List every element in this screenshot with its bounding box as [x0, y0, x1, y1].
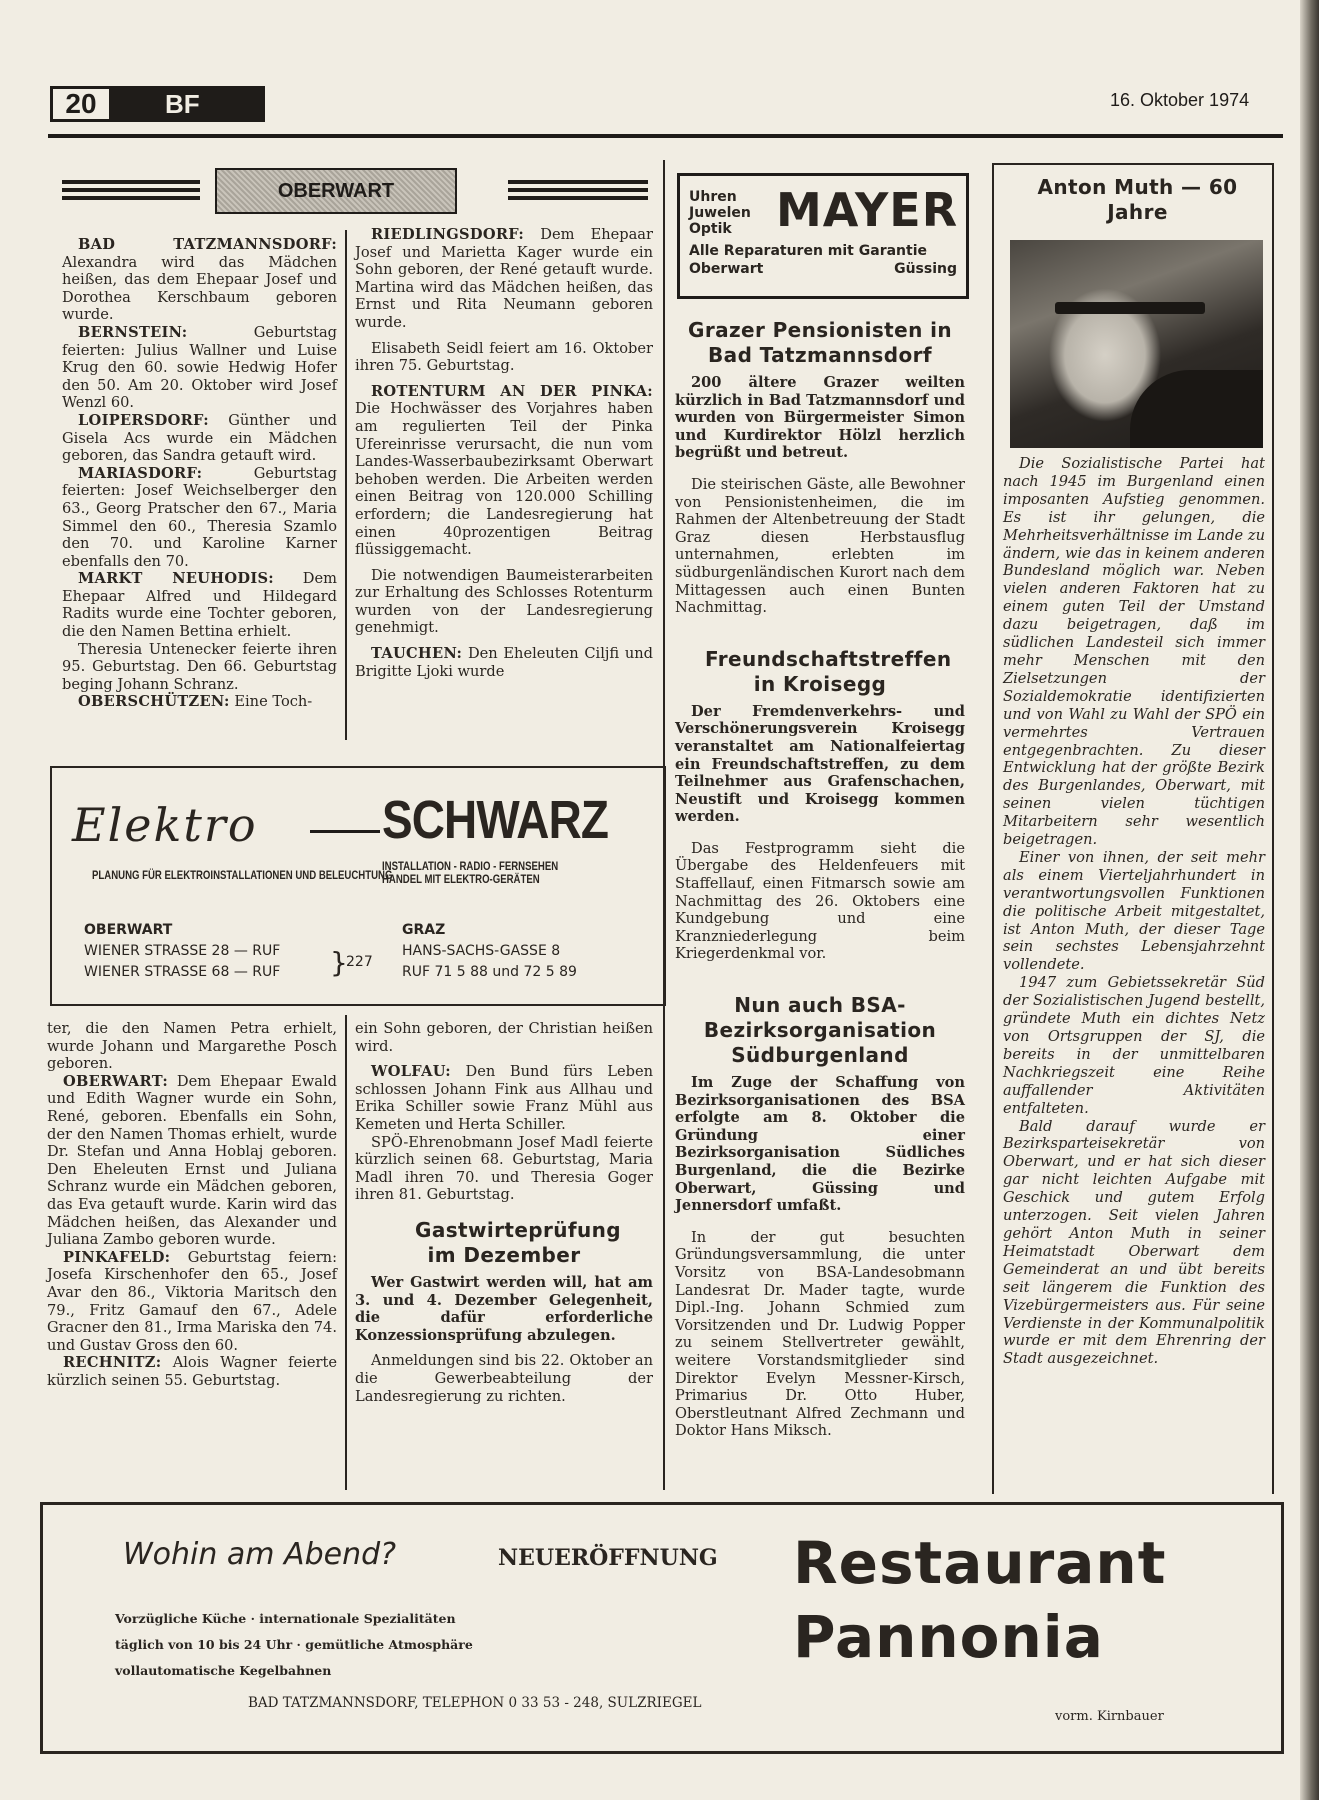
mayer-ad: Uhren Juwelen Optik MAYER Alle Reparaturen mit Garantie Oberwart Güssing	[677, 173, 969, 299]
ad-announcement: NEUERÖFFNUNG	[498, 1545, 718, 1571]
news-item: RIEDLINGSDORF: Dem Ehepaar Josef und Marietta Kager wurde ein Sohn geboren, der René getauft wurde. Martina wird das Mädchen heißen, das Ernst und Rita Neumann geboren wurde.	[355, 226, 653, 331]
ad-feature: Vorzügliche Küche · internationale Spezialitäten	[115, 1611, 456, 1626]
article-paragraph: 1947 zum Gebietssekretär Süd der Sozialistischen Jugend bestellt, gründete Muth ein dichtes Netz von Ortsgruppen der SJ, die bereits in der unmittelbaren Nachkriegszeit eine Reihe auffallender Aktivitäten entfalteten.	[1003, 974, 1265, 1117]
ad-question: Wohin am Abend?	[123, 1537, 397, 1572]
news-item: OBERSCHÜTZEN: Eine Toch-	[78, 693, 313, 711]
news-item: LOIPERSDORF: Günther und Gisela Acs wurde ein Mädchen geboren, das Sandra getauft wird.	[62, 411, 337, 465]
news-item: RECHNITZ: Alois Wagner feierte kürzlich seinen 55. Geburtstag.	[47, 1354, 337, 1389]
ad-restaurant-name: Restaurant	[793, 1529, 1167, 1597]
news-item: Elisabeth Seidl feiert am 16. Oktober ihren 75. Geburtstag.	[355, 339, 653, 375]
ad-dash	[310, 830, 380, 833]
article-lead: 200 ältere Grazer weilten kürzlich in Bad Tatzmannsdorf und wurden von Bürgermeister Simon und Kurdirektor Hölzl herzlich begrüßt und betreut.	[675, 374, 965, 462]
headline-bsa: Nun auch BSA-Bezirksorganisation Südburgenland	[703, 993, 937, 1068]
article-gastwirte	[355, 1218, 653, 1405]
ad-address: BAD TATZMANNSDORF, TELEPHON 0 33 53 - 248, SULZRIEGEL	[248, 1695, 702, 1711]
column-1-top	[62, 236, 337, 711]
decorative-rule-right	[508, 180, 648, 200]
column-3	[675, 318, 965, 1440]
news-item: SPÖ-Ehrenobmann Josef Madl feierte kürzlich seinen 68. Geburtstag, Maria Madl ihren 70. und Theresia Goger ihren 81. Geburtstag.	[355, 1133, 653, 1204]
column-2-top	[355, 226, 653, 680]
news-item: BERNSTEIN: Geburtstag feierten: Julius Wallner und Luise Krug den 60. sowie Hedwig Hofer den 50. Am 20. Oktober wird Josef Wenzl 60.	[62, 323, 337, 412]
article-paragraph: Einer von ihnen, der seit mehr als einem Vierteljahrhundert in verantwortungsvollen Funktionen die politische Arbeit mitgestaltet, ist Anton Muth, der dieser Tage sein sechstes Lebensjahrzehnt vollendete.	[1003, 848, 1265, 974]
ad-phone-oberwart: 227	[346, 954, 373, 970]
ad-script-logo: Elektro	[72, 798, 258, 852]
brace-icon: }	[330, 946, 348, 979]
news-item: MARIASDORF: Geburtstag feierten: Josef Weichselberger den 63., Georg Pratscher den 67., Maria Simmel den 60., Theresia Szamlo den 70. und Karoline Karner ebenfalls den 70.	[62, 464, 337, 570]
news-item: WOLFAU: Den Bund fürs Leben schlossen Johann Fink aus Allhau und Erika Schiller sowie Franz Mühl aus Kemeten und Herta Schiller.	[355, 1063, 653, 1133]
news-item: MARKT NEUHODIS: Dem Ehepaar Alfred und Hildegard Radits wurde eine Tochter geboren, die den Namen Bettina erhielt.	[62, 570, 337, 641]
article-body: Die steirischen Gäste, alle Bewohner von Pensionistenheimen, die im Rahmen der Altenbetreuung der Stadt Graz diesen Herbstausflug unternahmen, erlebten im südburgenländischen Kurort nach dem Mittagessen auch einen Bunten Nachmittag.	[675, 475, 965, 617]
news-item: Die notwendigen Baumeisterarbeiten zur Erhaltung des Schlosses Rotenturm wurden von der Landesregierung genehmigt.	[355, 566, 653, 637]
column-2-bottom	[355, 1020, 653, 1405]
box-top-rule	[992, 163, 1274, 165]
section-heading-oberwart: OBERWART	[215, 168, 457, 214]
mayer-brand: MAYER	[776, 183, 959, 237]
article-paragraph: Bald darauf wurde er Bezirksparteisekretär von Oberwart, und er hat sich dieser gar nicht leichten Aufgabe mit Geschick und gutem Erfolg unterzogen. Seit vielen Jahren gehört Anton Muth in seiner Heimatstadt Oberwart dem Gemeinderat an und übt bereits seit längerem die Funktion des Vizebürgermeisters aus. Für seine Verdienste in der Kommunalpolitik wurde er mit dem Ehrenring der Stadt ausgezeichnet.	[1003, 1117, 1265, 1368]
issue-date: 16. Oktober 1974	[1110, 90, 1250, 110]
article-grazer	[675, 318, 965, 617]
ad-former-owner: vorm. Kirnbauer	[1055, 1709, 1164, 1724]
article-lead: Der Fremdenverkehrs- und Verschönerungsverein Kroisegg veranstaltet am Nationalfeiertag ein Freundschaftstreffen, zu dem Teilnehmer aus Grafenschachen, Neustift und Kroisegg kommen werden.	[675, 702, 965, 826]
ad-services: INSTALLATION - RADIO - FERNSEHEN HANDEL MIT ELEKTRO-GERÄTEN	[382, 859, 559, 886]
headline-kroisegg: Freundschaftstreffen in Kroisegg	[705, 646, 952, 696]
column-divider	[345, 1015, 347, 1490]
photo-glasses	[1055, 302, 1205, 314]
news-item: ter, die den Namen Petra erhielt, wurde Johann und Margarethe Posch geboren.	[47, 1020, 337, 1073]
page-number: 20	[53, 89, 109, 119]
news-item: ein Sohn geboren, der Christian heißen wird.	[355, 1020, 653, 1055]
photo-coat	[1130, 370, 1263, 448]
restaurant-pannonia-ad	[40, 1502, 1284, 1754]
news-item: OBERWART: Dem Ehepaar Ewald und Edith Wagner wurde ein Sohn, René, geboren. Ebenfalls ein Sohn, der den Namen Thomas erhielt, wurde Dr. Stefan und Anna Hoblaj geboren. Den Eheleuten Ernst und Juliana Schranz wurde ein Mädchen geboren, das Eva getauft wurde. Karin wird das Mädchen heißen, das Alexander und Juliana Zambo geboren wurde.	[47, 1072, 337, 1249]
news-item: ROTENTURM AN DER PINKA: Die Hochwässer des Vorjahres haben am regulierten Teil der Pinka Ufereinrisse verursacht, die nun vom Landes-Wasserbaubezirksamt Oberwart behoben werden. Die Arbeiten werden einen Beitrag von 120.000 Schilling erfordern; die Landesregierung hat einen 40prozentigen Beitrag flüssiggemacht.	[355, 382, 653, 559]
news-item: TAUCHEN: Den Eheleuten Ciljfi und Brigitte Ljoki wurde	[355, 645, 653, 680]
ad-brand-name: SCHWARZ	[382, 790, 609, 850]
decorative-rule-left	[62, 180, 200, 200]
ad-planung: PLANUNG FÜR ELEKTROINSTALLATIONEN UND BELEUCHTUNG	[92, 868, 393, 882]
column-divider	[345, 230, 347, 740]
article-body: Das Festprogramm sieht die Übergabe des Heldenfeuers mit Staffellauf, einen Fitmarsch sowie am Nachmittag des 26. Oktobers eine Kundgebung und eine Kranzniederlegung beim Kriegerdenkmal vor.	[675, 839, 965, 963]
news-item: PINKAFELD: Geburtstag feiern: Josefa Kirschenhofer den 65., Josef Avar den 86., Viktoria Maritsch den 79., Fritz Gamauf den 67., Adele Gracner den 81., Irma Mariska den 74. und Gustav Gross den 60.	[47, 1248, 337, 1354]
article-body: In der gut besuchten Gründungsversammlung, die unter Vorsitz von BSA-Landesobmann Landesrat Dr. Mader tagte, wurde Dipl.-Ing. Johann Schmied zum Vorsitzenden und Dr. Ludwig Popper zu seinem Stellvertreter gewählt, weitere Vorstandsmitglieder sind Direktor Evelyn Messner-Kirsch, Primarius Dr. Otto Huber, Oberstleutnant Alfred Zechmann und Doktor Hans Miksch.	[675, 1228, 965, 1440]
article-lead: Im Zuge der Schaffung von Bezirksorganisationen des BSA erfolgte am 8. Oktober die Gründung einer Bezirksorganisation Südliches Burgenland, die die Bezirke Oberwart, Güssing und Jennersdorf umfaßt.	[675, 1074, 965, 1215]
muth-article	[1003, 455, 1265, 1368]
elektro-schwarz-ad	[50, 766, 666, 1006]
headline-gastwirte: Gastwirteprüfung im Dezember	[415, 1217, 622, 1267]
article-bsa	[675, 993, 965, 1440]
page-edge	[1300, 0, 1319, 1800]
portrait-photo	[1010, 240, 1263, 448]
headline-muth: Anton Muth — 60 Jahre	[1037, 175, 1238, 224]
ad-feature: vollautomatische Kegelbahnen	[115, 1663, 332, 1678]
header-rule	[48, 134, 1283, 138]
ad-restaurant-name-2: Pannonia	[793, 1603, 1104, 1671]
news-item: Theresia Untenecker feierte ihren 95. Geburtstag. Den 66. Geburtstag beging Johann Schranz.	[62, 640, 337, 693]
article-paragraph: Die Sozialistische Partei hat nach 1945 im Burgenland einen imposanten Aufstieg genommen. Es ist ihr gelungen, die Mehrheitsverhältnisse im Lande zu ändern, wie das in keinem anderen Bundesland möglich war. Neben vielen anderen Faktoren hat zu einem guten Teil der Umstand dazu beigetragen, daß im südlichen Landesteil sich immer mehr Menschen mit den Zielsetzungen der Sozialdemokratie identifizierten und von Wahl zu Wahl der SPÖ ein vermehrtes Vertrauen entgegenbrachten. Zu dieser Entwicklung hat der größte Bezirk des Burgenlandes, Oberwart, mit seinen vielen tüchtigen Mitarbeitern sehr wesentlich beigetragen.	[1003, 455, 1265, 849]
ad-feature: täglich von 10 bis 24 Uhr · gemütliche Atmosphäre	[115, 1637, 473, 1652]
headline-grazer: Grazer Pensionisten in Bad Tatzmannsdorf	[688, 318, 952, 367]
article-body: Anmeldungen sind bis 22. Oktober an die Gewerbeabteilung der Landesregierung zu richten.	[355, 1352, 653, 1405]
news-item: BAD TATZMANNSDORF: Alexandra wird das Mädchen heißen, das dem Ehepaar Josef und Dorothea Kerschbaum geboren wurde.	[62, 236, 337, 324]
ad-address-graz: GRAZ HANS-SACHS-GASSE 8 RUF 71 5 88 und 72 5 89	[402, 922, 577, 980]
column-1-bottom	[47, 1020, 337, 1389]
article-lead: Wer Gastwirt werden will, hat am 3. und 4. Dezember Gelegenheit, die dafür erforderliche Konzessionsprüfung abzulegen.	[355, 1273, 653, 1344]
article-kroisegg	[675, 647, 965, 963]
ad-address-oberwart: OBERWART WIENER STRASSE 28 — RUF WIENER STRASSE 68 — RUF	[84, 922, 281, 980]
section-label: BF	[165, 89, 200, 119]
column-divider	[663, 160, 665, 1490]
